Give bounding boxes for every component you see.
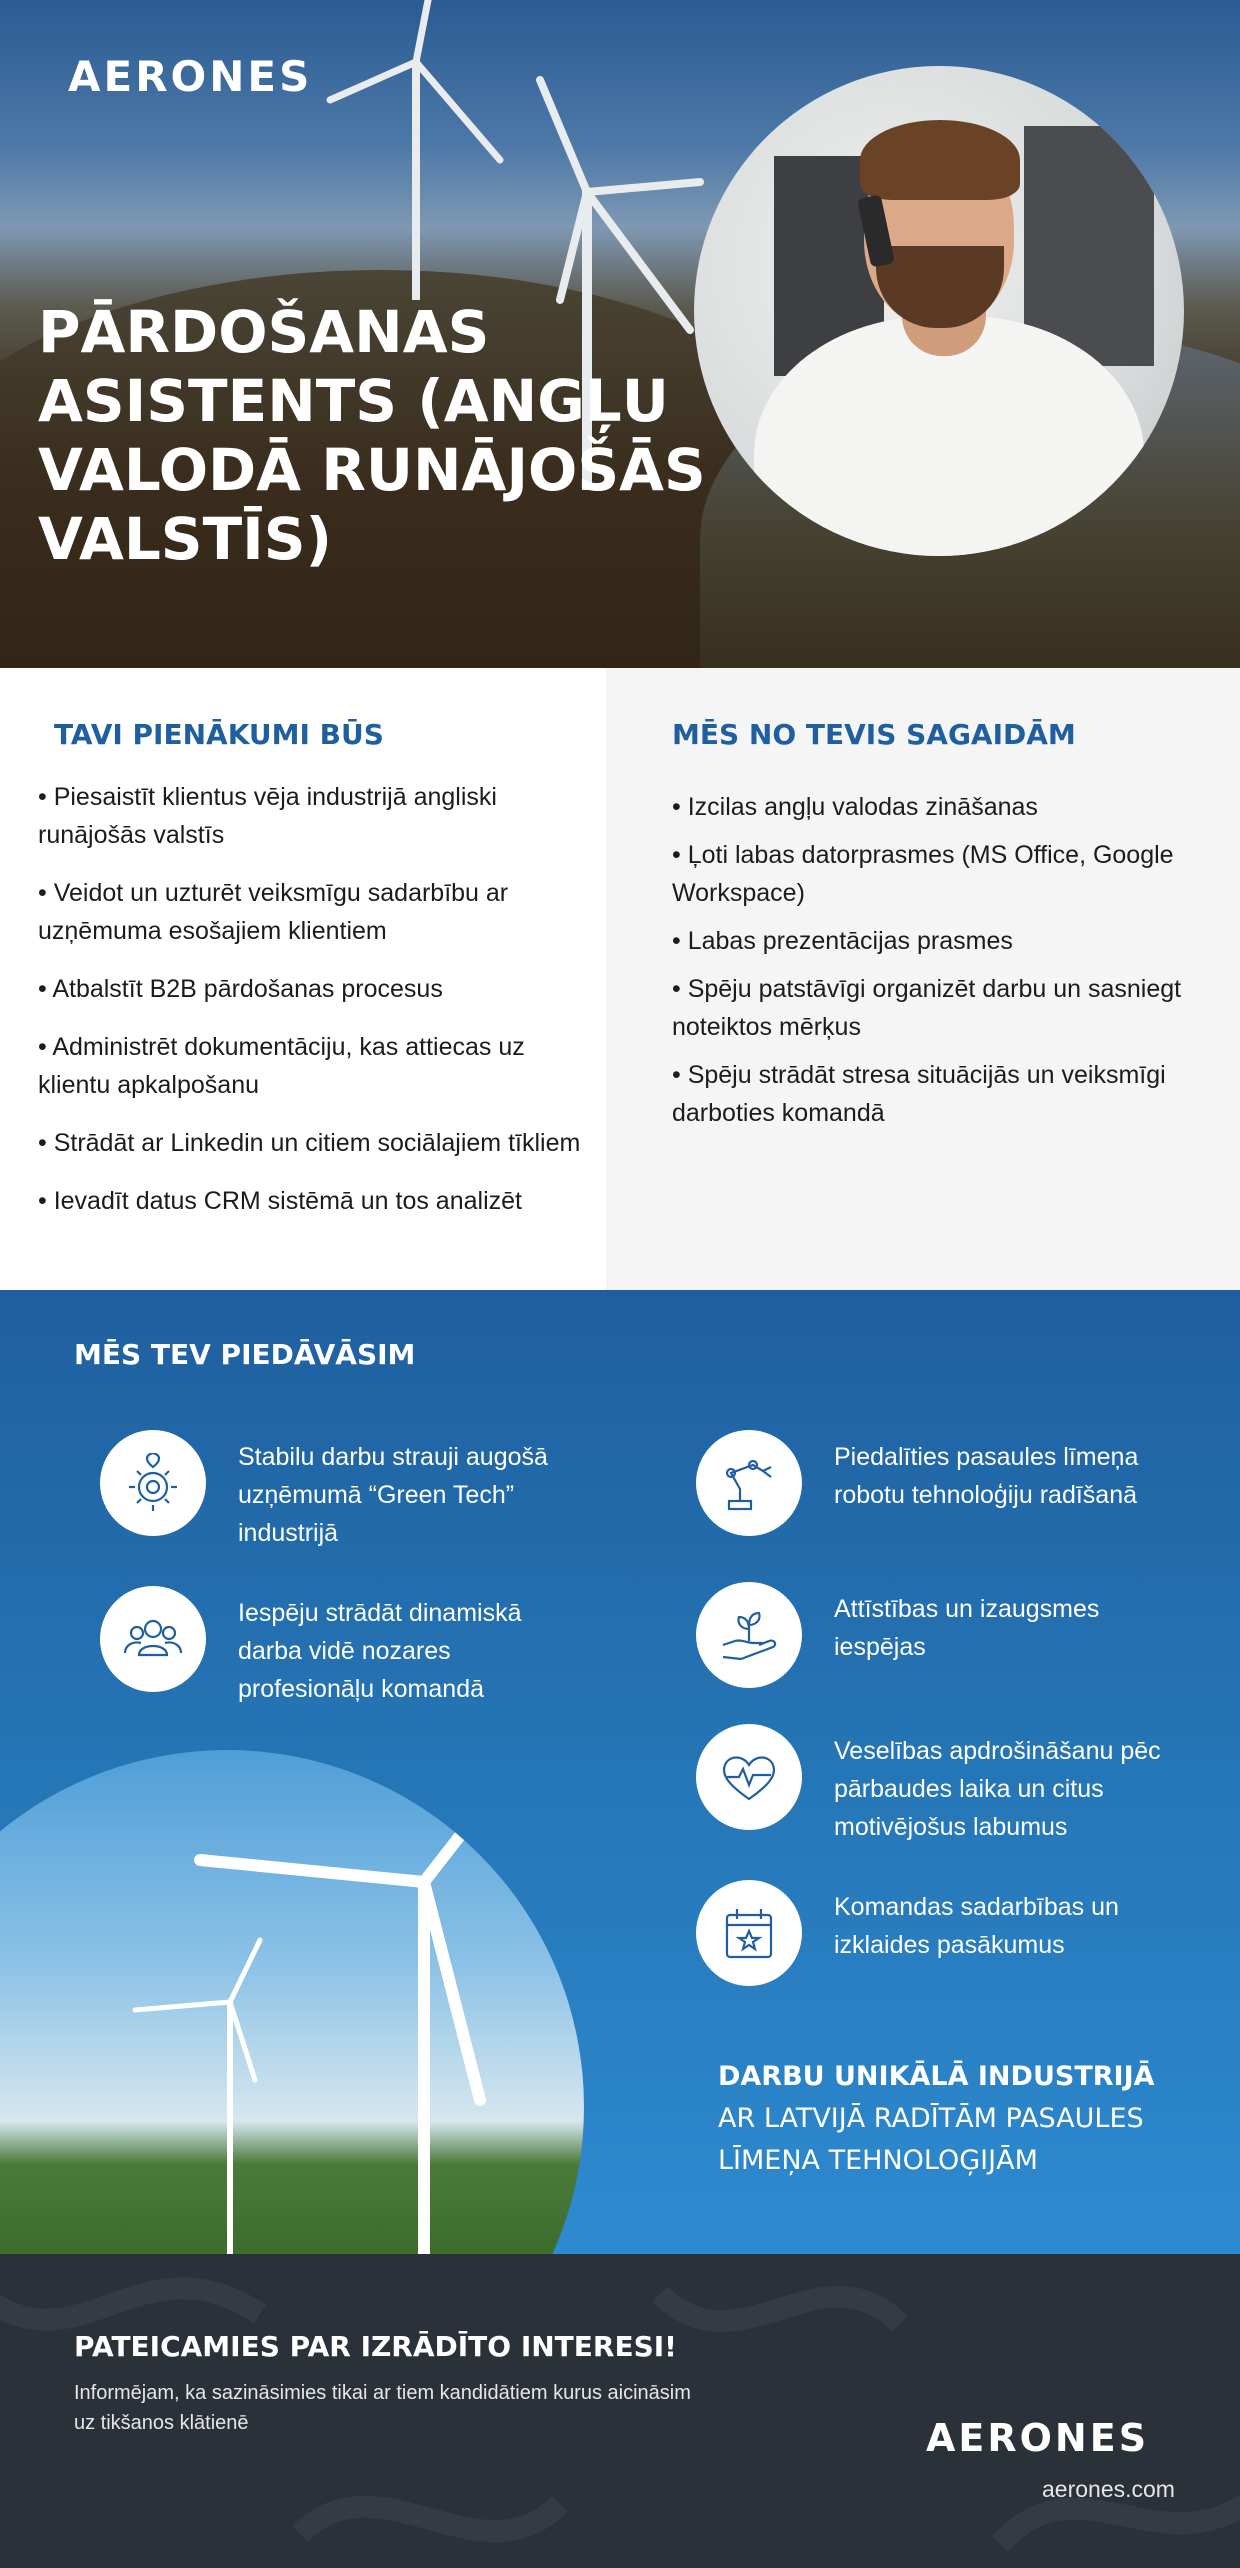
requirements-list — [672, 788, 1212, 1142]
job-title: PĀRDOŠANAS ASISTENTS (ANGĻU VALODĀ RUNĀJOŠĀS VALSTĪS) — [38, 298, 706, 573]
aerones-logo[interactable]: AERONES — [68, 52, 313, 101]
gear-leaf-icon — [100, 1430, 206, 1536]
list-item: • Atbalstīt B2B pārdošanas procesus — [38, 975, 443, 1003]
list-item: • Administrēt dokumentāciju, kas attiecas uz klientu apkalpošanu — [38, 1033, 525, 1099]
offer-text: Iespēju strādāt dinamiskā darba vidē nozares profesionāļu komandā — [238, 1599, 522, 1703]
salesperson-photo — [694, 66, 1184, 556]
list-item: • Piesaistīt klientus vēja industrijā angliski runājošās valstīs — [38, 783, 497, 849]
offer-text: Stabilu darbu strauji augošā uzņēmumā “Green Tech” industrijā — [238, 1443, 548, 1547]
thanks-heading: PATEICAMIES PAR IZRĀDĪTO INTERESI! — [74, 2330, 677, 2363]
list-item: • Strādāt ar Linkedin un citiem sociālajiem tīkliem — [38, 1129, 581, 1157]
heart-pulse-icon — [696, 1724, 802, 1830]
tagline — [718, 2056, 1198, 2182]
team-icon — [100, 1586, 206, 1692]
robot-arm-icon — [696, 1430, 802, 1536]
plant-hand-icon — [696, 1582, 802, 1688]
requirements-heading: MĒS NO TEVIS SAGAIDĀM — [672, 718, 1076, 751]
tagline-bold: DARBU UNIKĀLĀ INDUSTRIJĀ — [718, 2061, 1155, 2092]
offers-section — [0, 1290, 1240, 2254]
website-link[interactable]: aerones.com — [1042, 2476, 1175, 2502]
tagline-text: AR LATVIJĀ RADĪTĀM PASAULES LĪMEŅA TEHNOLOĢIJĀM — [718, 2103, 1144, 2176]
wind-turbine-illustration — [0, 1750, 584, 2254]
offer-text: Piedalīties pasaules līmeņa robotu tehnoloģiju radīšanā — [834, 1443, 1139, 1509]
requirements-section — [606, 668, 1240, 1290]
list-item: • Ievadīt datus CRM sistēmā un tos analizēt — [38, 1187, 522, 1215]
duties-list — [38, 778, 598, 1240]
list-item: • Veidot un uzturēt veiksmīgu sadarbību ar uzņēmuma esošajiem klientiem — [38, 879, 509, 945]
calendar-star-icon — [696, 1880, 802, 1986]
list-item: • Spēju strādāt stresa situācijās un veiksmīgi darboties komandā — [672, 1061, 1166, 1127]
aerones-logo[interactable]: AERONES — [926, 2416, 1150, 2460]
offer-text: Komandas sadarbības un izklaides pasākumus — [834, 1893, 1119, 1959]
offer-text: Veselības apdrošināšanu pēc pārbaudes laika un citus motivējošus labumus — [834, 1737, 1161, 1841]
contact-note: Informējam, ka sazināsimies tikai ar tiem kandidātiem kurus aicināsim uz tikšanos klātienē — [74, 2382, 691, 2434]
footer — [0, 2254, 1240, 2568]
offers-heading: MĒS TEV PIEDĀVĀSIM — [74, 1338, 416, 1371]
list-item: • Izcilas angļu valodas zināšanas — [672, 793, 1038, 821]
duties-heading: TAVI PIENĀKUMI BŪS — [54, 718, 384, 751]
list-item: • Spēju patstāvīgi organizēt darbu un sasniegt noteiktos mērķus — [672, 975, 1182, 1041]
photo-hair — [860, 120, 1020, 200]
list-item: • Ļoti labas datorprasmes (MS Office, Google Workspace) — [672, 841, 1174, 907]
wind-farm-photo — [0, 1750, 584, 2254]
hero-banner — [0, 0, 1240, 668]
duties-section — [0, 668, 606, 1290]
list-item: • Labas prezentācijas prasmes — [672, 927, 1013, 955]
offer-text: Attīstības un izaugsmes iespējas — [834, 1595, 1100, 1661]
